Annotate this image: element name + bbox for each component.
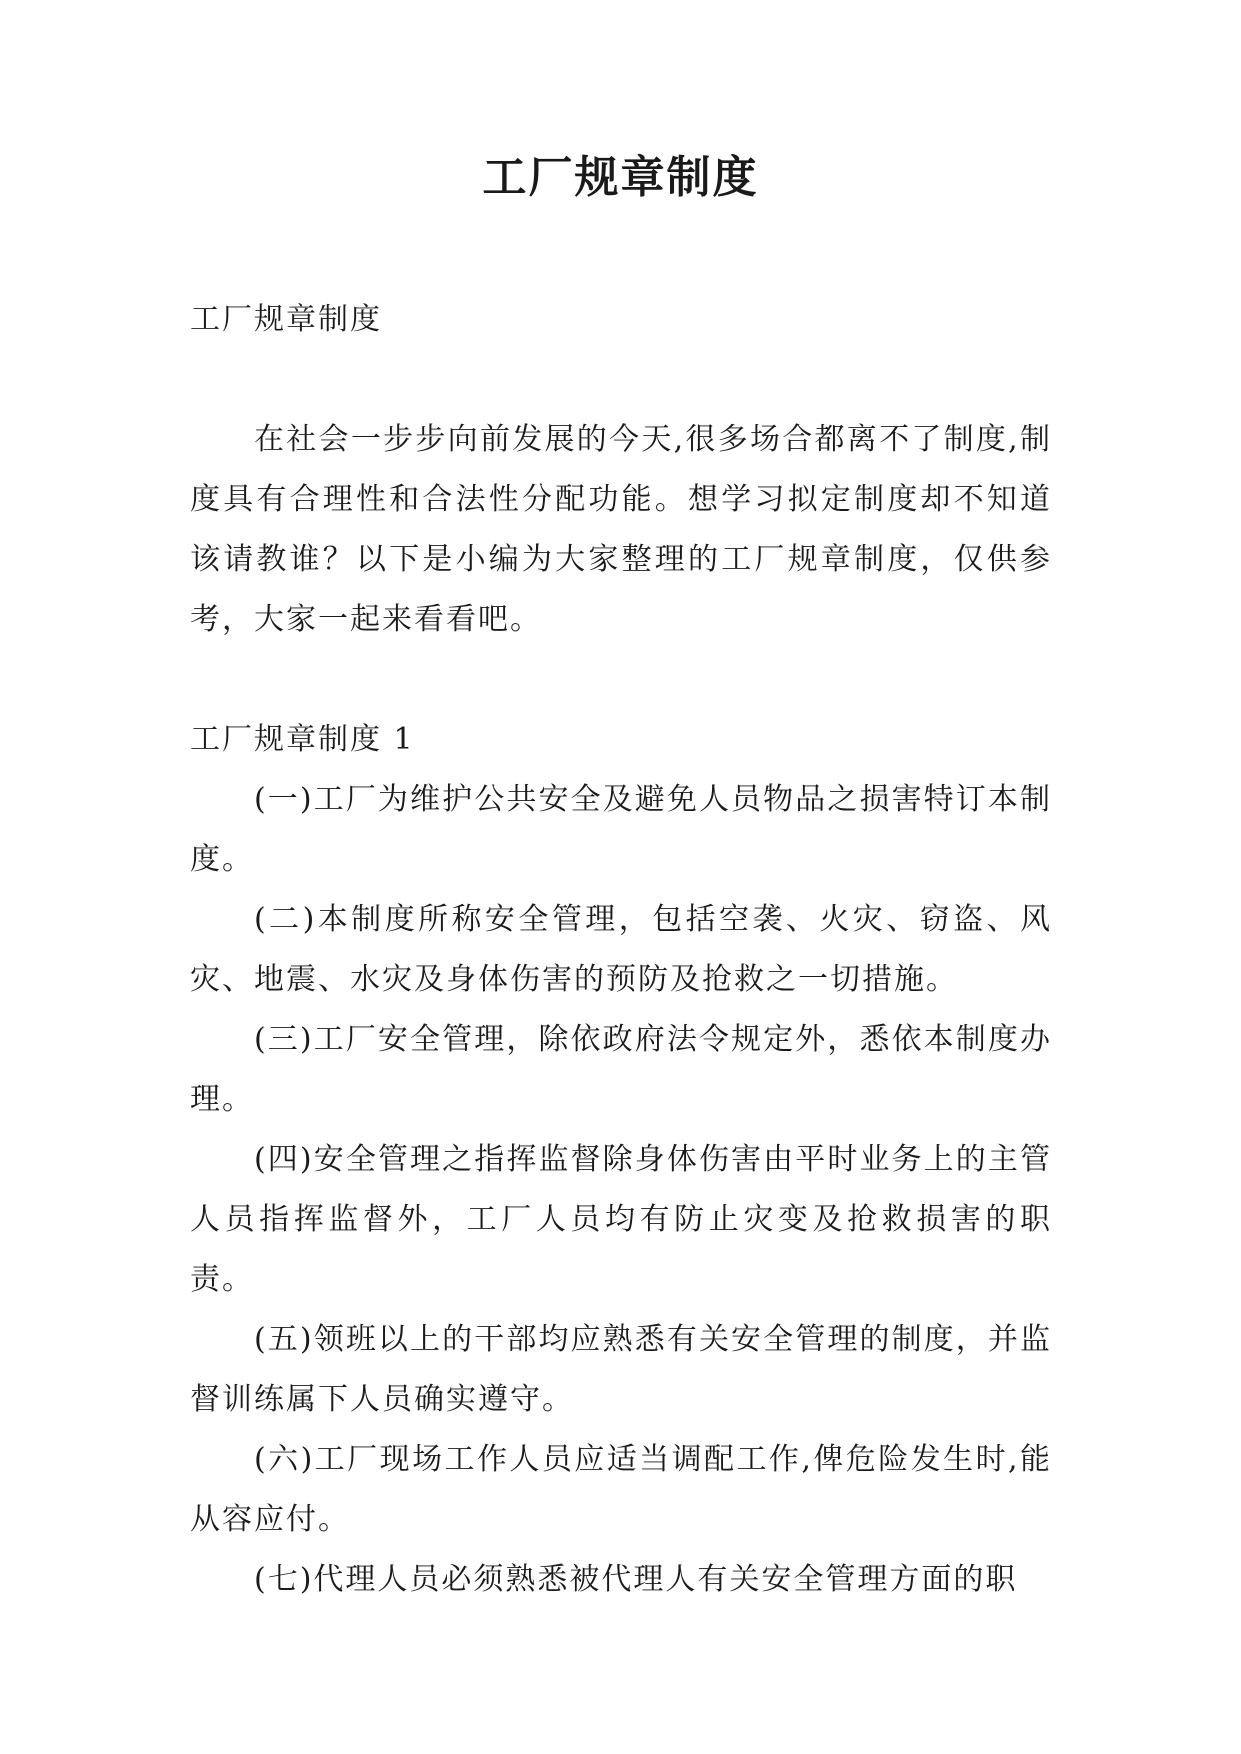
clause-5: (五)领班以上的干部均应熟悉有关安全管理的制度，并监督训练属下人员确实遵守。 [190, 1322, 1052, 1417]
clause-6: (六)工厂现场工作人员应适当调配工作,俾危险发生时,能从容应付。 [190, 1442, 1052, 1537]
clause-4: (四)安全管理之指挥监督除身体伤害由平时业务上的主管人员指挥监督外，工厂人员均有防止灾变及抢救损害的职责。 [190, 1142, 1052, 1297]
clause-3: (三)工厂安全管理，除依政府法令规定外，悉依本制度办理。 [190, 1022, 1052, 1117]
document-title: 工厂规章制度 [482, 152, 759, 203]
intro-paragraph: 在社会一步步向前发展的今天,很多场合都离不了制度,制度具有合理性和合法性分配功能。想学习拟定制度却不知道该请教谁？以下是小编为大家整理的工厂规章制度，仅供参考，大家一起来看看吧。 [190, 422, 1052, 637]
clause-7: (七)代理人员必须熟悉被代理人有关安全管理方面的职 [254, 1562, 1018, 1597]
document-subtitle: 工厂规章制度 [190, 302, 382, 337]
clause-2: (二)本制度所称安全管理，包括空袭、火灾、窃盗、风灾、地震、水灾及身体伤害的预防及抢救之一切措施。 [190, 902, 1052, 997]
document-body [190, 290, 1052, 1610]
section-heading: 工厂规章制度 1 [190, 722, 415, 757]
clause-1: (一)工厂为维护公共安全及避免人员物品之损害特订本制度。 [190, 782, 1052, 877]
